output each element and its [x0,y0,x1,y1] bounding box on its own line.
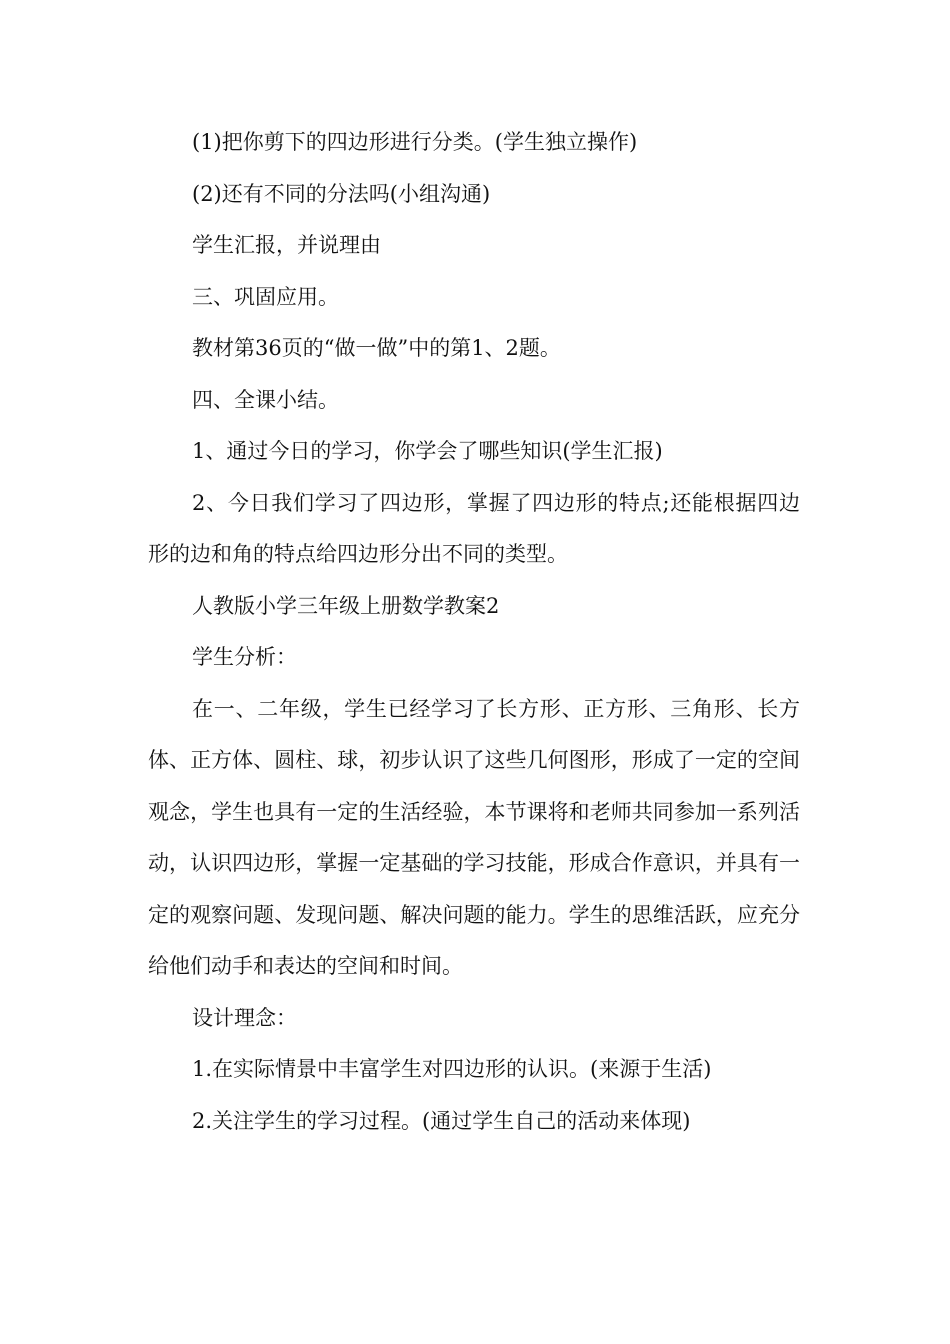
paragraph-design-concept-1: 1.在实际情景中丰富学生对四边形的认识。(来源于生活) [192,1057,712,1081]
paragraph-textbook-exercise: 教材第36页的“做一做”中的第1、2题。 [192,336,561,360]
heading-student-analysis: 学生分析： [192,645,297,669]
section-heading-practice: 三、巩固应用。 [192,284,339,309]
paragraph-classify-step-1: (1)把你剪下的四边形进行分类。(学生独立操作) [192,130,638,154]
paragraph-design-concept-2: 2.关注学生的学习过程。(通过学生自己的活动来体现) [192,1108,691,1133]
document-body [148,117,800,1147]
section-heading-summary: 四、全课小结。 [192,387,339,412]
paragraph-classify-step-2: (2)还有不同的分法吗(小组沟通) [192,181,491,206]
lesson-plan-title: 人教版小学三年级上册数学教案2 [192,593,500,618]
paragraph-summary-2: 2、今日我们学习了四边形，掌握了四边形的特点;还能根据四边形的边和角的特点给四边形分出不同的类型。 [148,490,800,566]
paragraph-summary-1: 1、通过今日的学习，你学会了哪些知识(学生汇报) [192,439,663,463]
heading-design-concept: 设计理念： [192,1005,297,1030]
paragraph-student-report: 学生汇报，并说理由 [192,233,381,257]
paragraph-student-analysis: 在一、二年级，学生已经学习了长方形、正方形、三角形、长方体、正方体、圆柱、球，初步认识了这些几何图形，形成了一定的空间观念，学生也具有一定的生活经验，本节课将和老师共同参加一系列活动，认识四边形，掌握一定基础的学习技能，形成合作意识，并具有一定的观察问题、发现问题、解决问题的能力。学生的思维活跃，应充分给他们动手和表达的空间和时间。 [148,696,800,978]
